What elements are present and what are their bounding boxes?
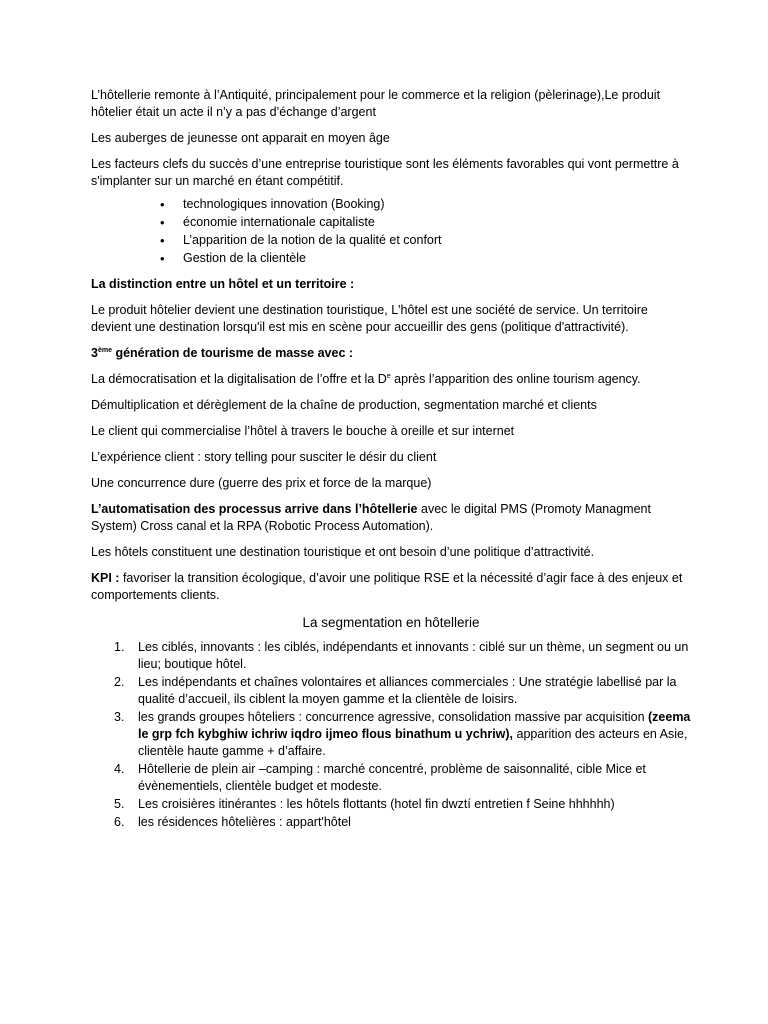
bullet-icon: • [160,251,165,266]
list-item [160,232,691,250]
document-body [91,87,691,832]
bullet-text: économie internationale capitaliste [183,215,375,229]
success-factors-paragraph: Les facteurs clefs du succès d’une entreprise touristique sont les éléments favorables qui vont permettre à s'implanter sur un marché en étant compétitif. [91,157,679,188]
section-heading-mass-tourism: 3ème génération de tourisme de masse avec : [91,346,354,360]
production-chain-paragraph: Démultiplication et dérèglement de la chaîne de production, segmentation marché et clients [91,398,597,412]
bullet-icon: • [160,215,165,230]
intro-paragraph: L’hôtellerie remonte à l’Antiquité, principalement pour le commerce et la religion (pèlerinage),Le produit hôtelier était un acte il n’y a pas d’échange d’argent [91,88,661,119]
list-item: 1. Les ciblés, innovants : les ciblés, indépendants et innovants : ciblé sur un thème, un segment ou un lieu; boutique hôtel. [114,640,689,671]
list-item [160,214,691,232]
list-item: 4. Hôtellerie de plein air –camping : marché concentré, problème de saisonnalité, cible Mice et évènementiels, clientèle budget et modeste. [114,762,646,793]
list-item: 5. Les croisières itinérantes : les hôtels flottants (hotel fin dwztí entretien f Seine hhhhhh) [114,797,615,811]
bullet-text: L’apparition de la notion de la qualité et confort [183,233,442,247]
kpi-paragraph: KPI : favoriser la transition écologique, d’avoir une politique RSE et la nécessité d’agir face à des enjeux et comportements clients. [91,571,683,602]
segmentation-list [91,639,691,831]
section-heading-hotel-territory: La distinction entre un hôtel et un territoire : [91,277,355,291]
word-of-mouth-paragraph: Le client qui commercialise l’hôtel à travers le bouche à oreille et sur internet [91,424,515,438]
list-item [160,196,691,214]
list-item: 3. les grands groupes hôteliers : concurrence agressive, consolidation massive par acquisition (zeema le grp fch kybghiw ichriw iqdro ijmeo flous binathum u ychriw), apparition des acteurs en Asie, clientèle haute gamme + d’affaire. [114,710,691,758]
bullet-text: technologiques innovation (Booking) [183,197,385,211]
segmentation-title: La segmentation en hôtellerie [302,615,480,630]
bullet-icon: • [160,197,165,212]
hotel-territory-paragraph: Le produit hôtelier devient une destination touristique, L'hôtel est une société de service. Un territoire devient une destination lorsqu'il est mis en scène pour accueillir des gens (politique d'attractivité). [91,303,648,334]
bullet-text: Gestion de la clientèle [183,251,306,265]
success-factors-list [91,196,691,268]
democratisation-paragraph: La démocratisation et la digitalisation de l’offre et la De après l’apparition des online tourism agency. [91,372,641,386]
customer-experience-paragraph: L’expérience client : story telling pour susciter le désir du client [91,450,437,464]
list-item: 2. Les indépendants et chaînes volontaires et alliances commerciales : Une stratégie labellisé par la qualité d’accueil, ils ciblent la moyen gamme et la clientèle de loisirs. [114,675,677,706]
youth-hostels-paragraph: Les auberges de jeunesse ont apparait en moyen âge [91,131,390,145]
competition-paragraph: Une concurrence dure (guerre des prix et force de la marque) [91,476,432,490]
bullet-icon: • [160,233,165,248]
list-item [160,250,691,268]
list-item: 6. les résidences hôtelières : appart'hôtel [114,815,351,829]
attractiveness-paragraph: Les hôtels constituent une destination touristique et ont besoin d’une politique d’attractivité. [91,545,595,559]
automation-paragraph: L’automatisation des processus arrive dans l’hôtellerie avec le digital PMS (Promoty Managment System) Cross canal et la RPA (Robotic Process Automation). [91,502,651,533]
